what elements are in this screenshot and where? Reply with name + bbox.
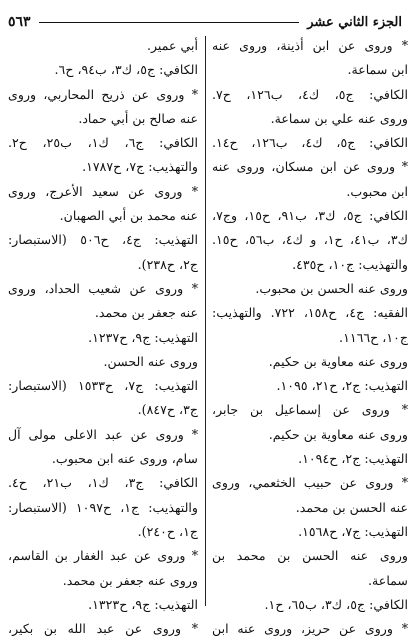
text-line: * وروى عن عبد الغفار بن القاسم، xyxy=(8,548,198,564)
text-line: والتهذيب: ج١٠، ح٤٣٥. xyxy=(292,256,408,272)
text-line: التهذيب: ج٧، ح١٥٣٣ (الاستبصار: xyxy=(8,378,198,394)
left-text-column xyxy=(8,34,198,637)
text-line: * وروى عن شعيب الحداد، وروى xyxy=(8,280,198,296)
text-line: * وروى عن حريز، وروى عنه ابن xyxy=(212,621,408,637)
text-line: أبي عمير. xyxy=(146,38,198,53)
text-line: ج٣، ح٨٤٧). xyxy=(137,402,198,418)
text-line: الكافي: ج٣، ك١، ب٢١، ح٤. xyxy=(8,475,198,491)
text-line: التهذيب: ج٢، ح٢١، ١٠٩٥. xyxy=(276,378,408,394)
text-line: الكافي: ج٥، ك٣، ب٦٥، ح١. xyxy=(264,596,408,612)
text-line: وروى عنه معاوية بن حكيم. xyxy=(268,353,408,369)
text-line: والتهذيب: ج١، ح١٠٩٧ (الاستبصار: xyxy=(8,499,198,515)
text-line: * وروى عن ابن مسكان، وروى عنه xyxy=(212,159,408,175)
text-line: عنه جعفر بن محمد. xyxy=(94,305,198,321)
text-line: وروى عنه علي بن سماعة. xyxy=(270,110,408,126)
header-rule xyxy=(39,22,300,23)
column-divider xyxy=(205,36,206,606)
text-line: * وروى عن حبيب الخثعمي، وروى xyxy=(212,475,408,491)
text-line: والتهذيب: ج٧، ح١٧٨٧. xyxy=(82,159,198,175)
text-line: ج١٠، ح١١٦٦. xyxy=(339,329,408,345)
text-line: التهذيب: ج٧، ح١٥٦٨. xyxy=(298,523,408,539)
text-line: * وروى عن عبد الله بن بكير، xyxy=(8,621,198,637)
page-header xyxy=(8,12,402,32)
text-line: سماعة. xyxy=(368,572,408,588)
text-line: وروى عنه الحسن بن محبوب. xyxy=(255,280,408,296)
text-line: وروى عنه جعفر بن محمد. xyxy=(62,572,198,588)
text-line: عنه الحسن بن محمد. xyxy=(295,499,408,515)
text-line: التهذيب: ج٤، ح٥٠٦ (الاستبصار: xyxy=(8,232,198,248)
text-line: ابن محبوب. xyxy=(346,183,408,199)
text-line: ابن سماعة. xyxy=(347,62,408,78)
text-line: * وروى عن عبد الاعلى مولى آل xyxy=(8,426,198,442)
text-line: الكافي: ج٥، ك٣، ب٩٤، ح٦. xyxy=(54,62,198,78)
text-line: التهذيب: ج٢، ح١٠٩٤. xyxy=(298,451,408,467)
text-line: عنه محمد بن أبي الصهبان. xyxy=(59,208,198,224)
text-line: الكافي: ج٦، ك١، ب٢٥، ح٢. xyxy=(8,135,198,151)
text-line: عنه صالح بن أبي حماد. xyxy=(78,110,198,126)
text-line: وروى عنه الحسن. xyxy=(103,353,198,369)
text-line: التهذيب: ج٩، ح١٣٢٣. xyxy=(88,596,198,612)
text-line: الكافي: ج٥، ك٤، ب١٢٦، ح١٤. xyxy=(212,135,408,151)
running-title: الجزء الثاني عشر xyxy=(307,14,402,30)
text-line: الكافي: ج٥، ك٣، ب٩١، ح١٥، وج٧، xyxy=(212,208,408,224)
text-line: التهذيب: ج٩، ح١٢٣٧. xyxy=(88,329,198,345)
text-line: الفقيه: ج٤، ح١٥٨، ٧٢٢. والتهذيب: xyxy=(212,305,408,321)
text-line: ج٢، ح٢٣٨). xyxy=(137,256,198,272)
text-line: * وروى عن ابن أذينة، وروى عنه xyxy=(212,38,408,53)
text-line: وروى عنه معاوية بن حكيم. xyxy=(268,426,408,442)
page-number: ٥٦٣ xyxy=(8,14,31,30)
text-line: الكافي: ج٥، ك٤، ب١٢٦، ح٧. xyxy=(212,86,408,102)
text-line: * وروى عن سعيد الأعرج، وروى xyxy=(8,183,198,199)
text-line: ك٣، ب٤١، ح١، و ك٤، ب٥٦، ح١٥. xyxy=(212,232,408,248)
right-text-column xyxy=(212,34,408,637)
text-line: * وروى عن إسماعيل بن جابر، xyxy=(212,402,408,418)
text-line: ج١، ح٢٤٠). xyxy=(137,523,198,539)
text-line: سام، وروى عنه ابن محبوب. xyxy=(51,451,198,467)
text-line: * وروى عن ذريح المحاربي، وروى xyxy=(8,86,198,102)
text-line: وروى عنه الحسن بن محمد بن xyxy=(212,548,408,564)
